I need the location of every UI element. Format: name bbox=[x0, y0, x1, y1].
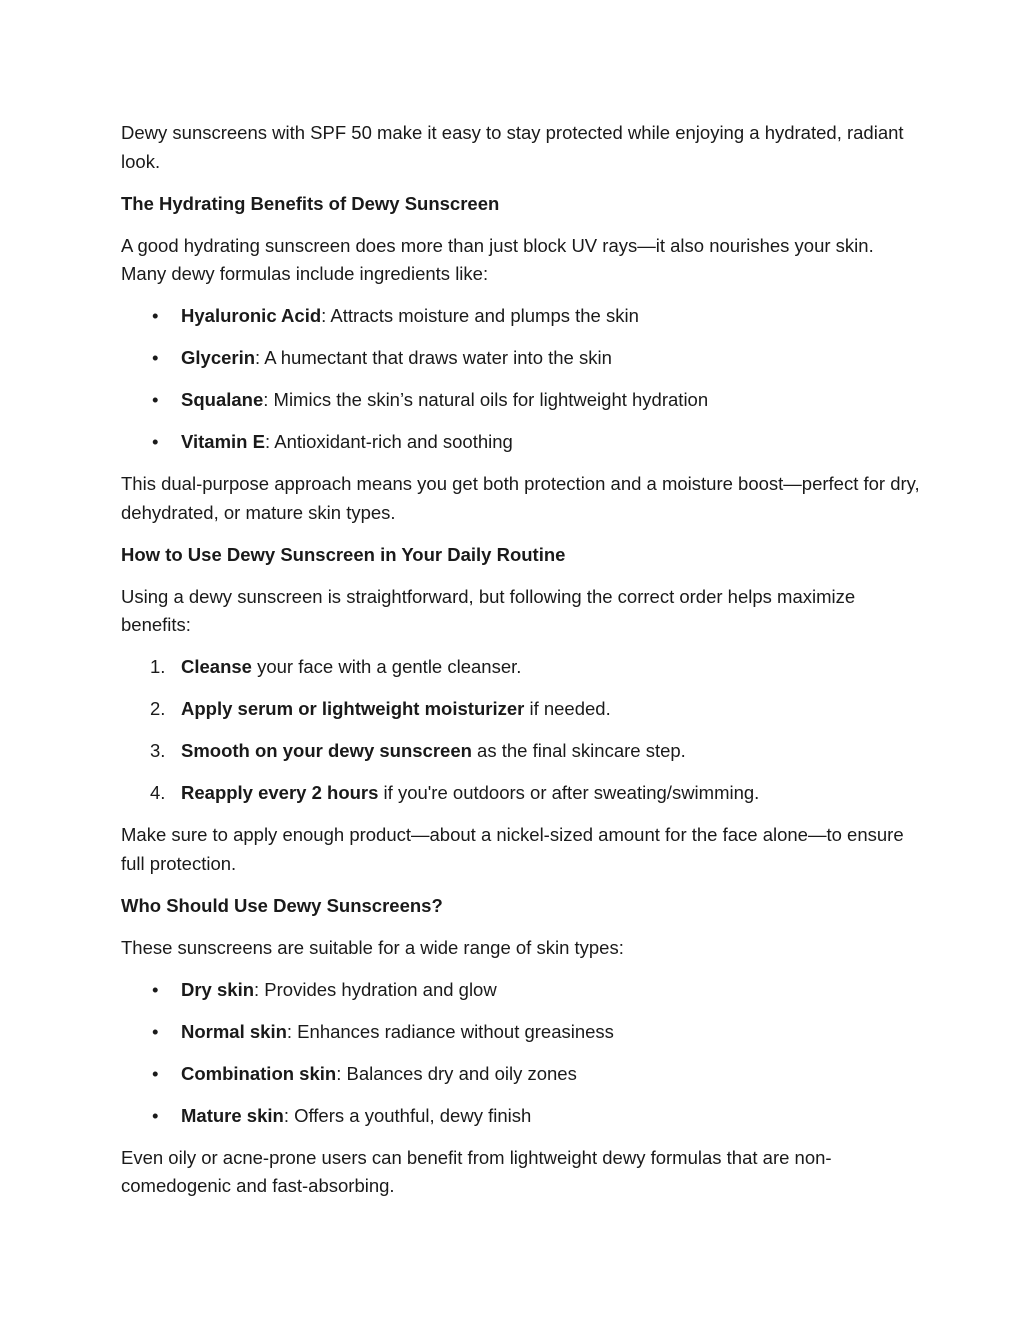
list-item-desc: : Offers a youthful, dewy finish bbox=[283, 1104, 532, 1126]
section-heading-who-should-use: Who Should Use Dewy Sunscreens? bbox=[121, 894, 443, 916]
product-amount-paragraph: Make sure to apply enough product—about a nickel-sized amount for the face alone—to ensure full protection. bbox=[121, 824, 904, 874]
step-number: 1. bbox=[150, 656, 166, 677]
list-item bbox=[121, 779, 921, 808]
bullet-icon: • bbox=[152, 431, 159, 452]
list-item bbox=[121, 428, 921, 457]
list-item-desc: : Provides hydration and glow bbox=[254, 978, 497, 1000]
list-item bbox=[121, 344, 921, 373]
list-item-desc: : Mimics the skin’s natural oils for lightweight hydration bbox=[263, 389, 709, 410]
list-item bbox=[121, 737, 921, 766]
list-item-term: Normal skin bbox=[181, 1020, 287, 1042]
list-item bbox=[121, 302, 921, 331]
list-item bbox=[121, 695, 921, 724]
list-item-term: Vitamin E bbox=[181, 431, 265, 452]
skin-types-paragraph: These sunscreens are suitable for a wide range of skin types: bbox=[121, 936, 624, 958]
list-item-term: Cleanse bbox=[181, 656, 252, 677]
ingredients-list bbox=[121, 302, 921, 457]
bullet-icon: • bbox=[152, 305, 159, 326]
bullet-icon: • bbox=[152, 978, 159, 1000]
bullet-icon: • bbox=[152, 1062, 159, 1084]
bullet-icon: • bbox=[152, 347, 159, 368]
list-item-term: Smooth on your dewy sunscreen bbox=[181, 740, 472, 761]
list-item bbox=[121, 1060, 921, 1089]
list-item-desc: : Antioxidant-rich and soothing bbox=[264, 431, 513, 452]
list-item-term: Hyaluronic Acid bbox=[181, 305, 322, 326]
list-item bbox=[121, 1102, 921, 1131]
list-item-desc: if you're outdoors or after sweating/swimming. bbox=[378, 782, 760, 803]
list-item-term: Combination skin bbox=[181, 1062, 337, 1084]
bullet-icon: • bbox=[152, 389, 159, 410]
section-heading-hydrating-benefits: The Hydrating Benefits of Dewy Sunscreen bbox=[121, 192, 500, 214]
list-item bbox=[121, 653, 921, 682]
daily-routine-paragraph: Using a dewy sunscreen is straightforward, but following the correct order helps maximize benefits: bbox=[121, 585, 856, 635]
skin-types-list bbox=[121, 976, 921, 1131]
bullet-icon: • bbox=[152, 1020, 159, 1042]
list-item bbox=[121, 386, 921, 415]
hydrating-benefits-paragraph: A good hydrating sunscreen does more than just block UV rays—it also nourishes your skin. Many dewy formulas include ingredients like: bbox=[121, 234, 874, 284]
list-item-desc: : A humectant that draws water into the skin bbox=[255, 347, 612, 368]
list-item-desc: : Enhances radiance without greasiness bbox=[286, 1020, 614, 1042]
list-item-desc: : Balances dry and oily zones bbox=[336, 1062, 577, 1084]
step-number: 4. bbox=[150, 782, 166, 803]
list-item-term: Squalane bbox=[181, 389, 264, 410]
list-item-term: Dry skin bbox=[181, 978, 255, 1000]
list-item-term: Reapply every 2 hours bbox=[181, 782, 379, 803]
oily-skin-paragraph: Even oily or acne-prone users can benefit from lightweight dewy formulas that are non-comedogenic and fast-absorbing. bbox=[121, 1146, 832, 1196]
list-item-desc: : Attracts moisture and plumps the skin bbox=[321, 305, 639, 326]
list-item bbox=[121, 976, 921, 1005]
list-item-desc: if needed. bbox=[524, 698, 611, 719]
list-item-term: Glycerin bbox=[181, 347, 256, 368]
step-number: 2. bbox=[150, 698, 166, 719]
list-item-desc: your face with a gentle cleanser. bbox=[251, 656, 522, 677]
step-number: 3. bbox=[150, 740, 166, 761]
list-item bbox=[121, 1018, 921, 1047]
list-item-term: Mature skin bbox=[181, 1104, 284, 1126]
dual-purpose-paragraph: This dual-purpose approach means you get both protection and a moisture boost—perfect for dry, dehydrated, or mature skin types. bbox=[121, 473, 920, 523]
bullet-icon: • bbox=[152, 1104, 159, 1126]
section-heading-daily-routine: How to Use Dewy Sunscreen in Your Daily Routine bbox=[121, 543, 566, 565]
routine-steps-list bbox=[121, 653, 921, 808]
intro-paragraph: Dewy sunscreens with SPF 50 make it easy to stay protected while enjoying a hydrated, radiant look. bbox=[121, 122, 904, 172]
document-page bbox=[121, 119, 921, 1214]
list-item-term: Apply serum or lightweight moisturizer bbox=[181, 698, 525, 719]
list-item-desc: as the final skincare step. bbox=[471, 740, 686, 761]
